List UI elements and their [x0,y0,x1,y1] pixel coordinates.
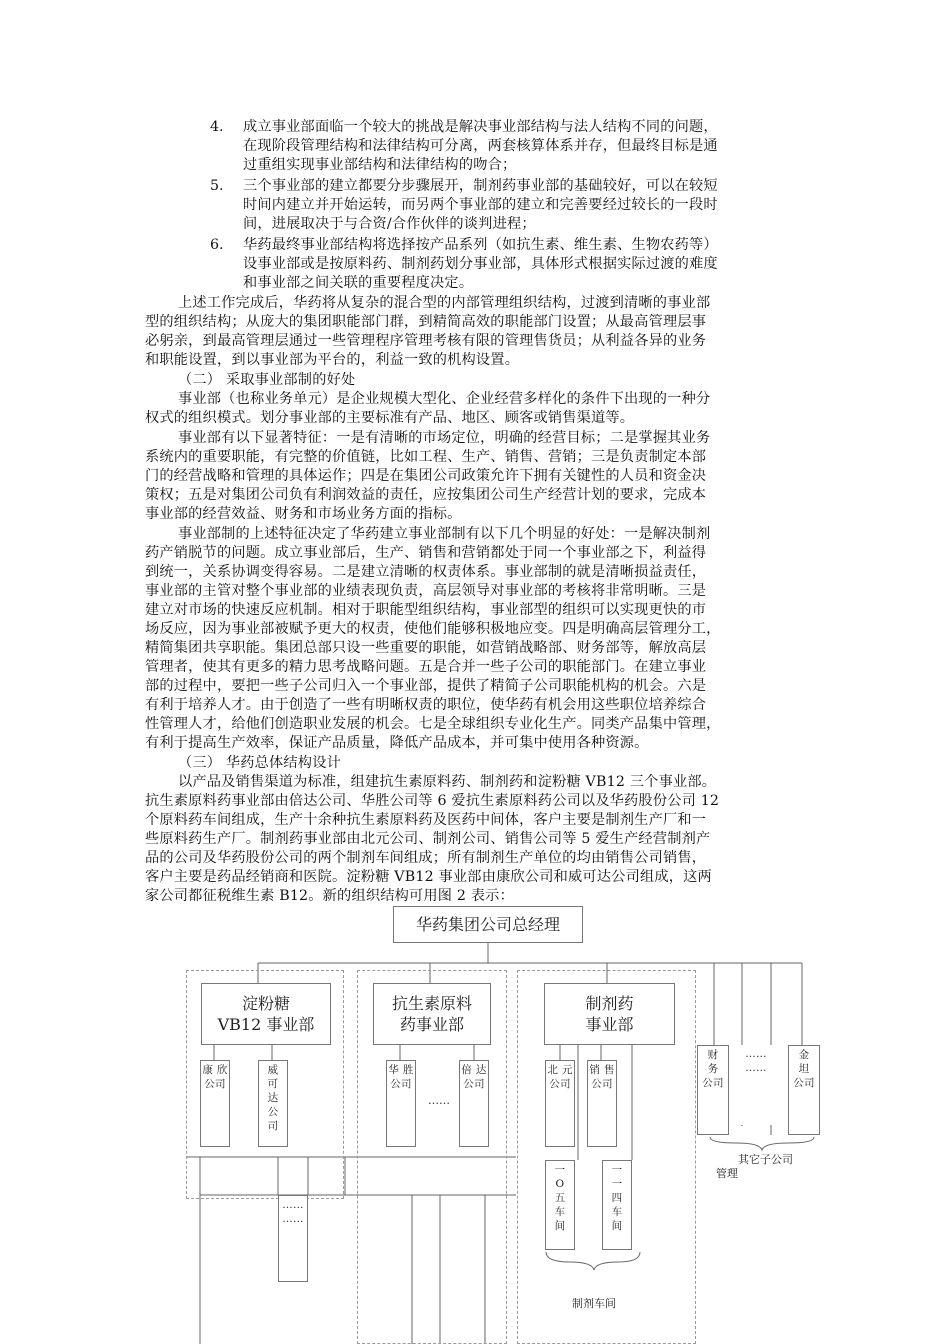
text-line: 部的过程中，要把一些子公司归入一个事业部，提供了精简子公司职能机构的机会。六是 [145,678,707,694]
org-node-label: 四 车 [611,1192,634,1218]
org-node-company-finance [697,1045,729,1135]
list-line: 间，进展取决于与合资/合作伙伴的谈判进程； [243,216,536,232]
org-node-label: 间 [611,1220,623,1232]
text-line: 客户主要是药品经销商和医院。淀粉糖 VB12 事业部由康欣公司和威可达公司组成，这两 [145,869,712,885]
org-node-workshop-114 [602,1160,632,1250]
org-node-label: 事业部 [585,1015,634,1034]
org-node-label: 五 车 [554,1192,577,1218]
text-line: 事业部有以下显著特征：一是有清晰的市场定位，明确的经营目标；二是掌握其业务 [178,430,711,446]
text-line: 事业部制的上述特征决定了华药建立事业部制有以下几个明显的好处：一是解决制剂 [178,526,711,542]
org-node-label: 北 元 [547,1064,573,1076]
org-node-label: 康 欣 [202,1064,228,1076]
org-node-company-weikeda [258,1060,288,1147]
org-node-label: 制剂药 [585,994,634,1013]
org-node-label: 一 O [554,1164,577,1190]
org-node-label: 威 可 [267,1064,290,1090]
text-line: 有利于提高生产效率，保证产品质量，降低产品成本，并可集中使用各种资源。 [145,735,649,751]
org-node-workshop-other [278,1195,308,1282]
org-node-label: …… [282,1199,304,1211]
org-node-division-formulation [544,983,675,1045]
list-line: 三个事业部的建立都要分步骤展开，制剂药事业部的基础较好，可以在较短 [243,178,718,194]
formulation-workshops-caption: 制剂车间 [572,1297,616,1310]
list-line: 华药最终事业部结构将选择按产品系列（如抗生素、维生素、生物农药等） [243,237,718,253]
org-node-label: VB12 事业部 [217,1015,315,1034]
text-line: 事业部的经营效益、财务和市场业务方面的指标。 [145,506,462,522]
list-number: 4. [210,119,224,135]
org-node-label: 抗生素原料 [391,994,472,1013]
list-line: 过重组实现事业部结构和法律结构的吻合； [243,157,517,173]
org-node-label: 公司 [463,1078,485,1090]
org-node-label: 药事业部 [399,1015,464,1034]
org-node-label: 间 [554,1220,566,1232]
org-node-label: 公司 [204,1078,226,1090]
org-node-label: 倍 达 [461,1064,487,1076]
org-node-company-sales [587,1060,617,1147]
org-node-label: 公司 [549,1078,571,1090]
text-line: 到统一，关系协调变得容易。二是建立清晰的权责体系。事业部制的就是清晰损益责任， [145,564,707,580]
text-line: 和职能设置，到以事业部为平台的，利益一致的机构设置。 [145,352,520,368]
org-node-company-beiyuan [545,1060,575,1147]
section-heading: （二） 采取事业部制的好处 [178,372,356,388]
text-line: 性管理人才，给他们创造职业发展的机会。七是全球组织专业化生产。同类产品集中管理， [145,716,721,732]
list-line: 成立事业部面临一个较大的挑战是解决事业部结构与法人结构不同的问题， [243,119,718,135]
text-line: 门的经营战略和管理的具体运作；四是在集团公司政策允许下拥有关键性的人员和资金决 [145,468,707,484]
org-node-label: 销 售 [589,1064,615,1076]
text-line: 权式的组织模式。划分事业部的主要标准有产品、地区、顾客或销售渠道等。 [145,410,635,426]
other-subsidiaries-caption: 管理 [716,1167,738,1180]
org-node-label: …… [282,1213,304,1225]
org-node-label: 公司 [390,1078,412,1090]
org-node-label: …… [745,1062,767,1074]
section-heading: （三） 华药总体结构设计 [178,755,341,771]
list-number: 6. [210,237,224,253]
org-node-division-antibiotic-api [373,983,491,1045]
text-line: 策权；五是对集团公司负有利润效益的责任，应按集团公司生产经营计划的要求，完成本 [145,487,707,503]
text-line: 上述工作完成后，华药将从复杂的混合型的内部管理组织结构，过渡到清晰的事业部 [178,295,711,311]
org-node-label: 公司 [793,1077,815,1089]
org-node-company-beida [459,1060,489,1147]
org-node-label: 金 坦 [798,1049,821,1075]
other-subsidiaries-caption: 其它子公司 [738,1153,793,1166]
text-line: 个原料药车间组成，生产十余种抗生素原料药及医药中间体，客户主要是制剂生产厂和一 [145,812,707,828]
text-line: 系统内的重要职能，有完整的价值链，比如工程、生产、销售、营销；三是负责制定本部 [145,449,707,465]
text-line: 事业部（也称业务单元）是企业规模大型化、企业经营多样化的条件下出现的一种分 [178,391,711,407]
text-line: 家公司都征税维生素 B12。新的组织结构可用图 2 表示： [145,888,514,904]
text-line: 必躬亲，到最高管理层通过一些管理程序管理考核有限的管理售货员；从利益各异的业务 [145,333,707,349]
text-line: 药产销脱节的问题。成立事业部后，生产、销售和营销都处于同一个事业部之下，利益得 [145,545,707,561]
org-node-label: 司 [267,1120,279,1132]
org-node-company-jintan [788,1045,820,1135]
org-node-division-starch-vb12 [201,983,331,1045]
org-node-label: 华 胜 [388,1064,414,1076]
text-line: 型的组织结构；从庞大的集团职能部门群，到精简高效的职能部门设置；从最高管理层事 [145,314,707,330]
text-line: 有利于培养人才。由于创造了一些有明晰权责的职位，使华药有机会用这些职位培养综合 [145,697,707,713]
org-node-label: 达 公 [267,1092,290,1118]
org-node-workshop-105 [545,1160,575,1250]
list-line: 设事业部或是按原料药、制剂药划分事业部，具体形式根据实际过渡的难度 [243,256,718,272]
text-line: 品的公司及华药股份公司的两个制剂车间组成；所有制剂生产单位的均由销售公司销售， [145,850,707,866]
text-line: 抗生素原料药事业部由倍达公司、华胜公司等 6 爱抗生素原料药公司以及华药股份公司 12 [145,793,720,809]
text-line: 建立对市场的快速反应机制。相对于职能型组织结构，事业部型的组织可以实现更快的市 [145,602,707,618]
org-node-company-kangxin [200,1060,230,1147]
text-line: 精简集团共享职能。集团总部只设一些重要的职能，如营销战略部、财务部等，解放高层 [145,640,707,656]
list-line: 和事业部之间关联的重要程度决定。 [243,275,474,291]
list-line: 时间内建立并开始运转，而另两个事业部的建立和完善要经过较长的一段时 [243,197,718,213]
text-line: 场反应，因为事业部被赋予更大的权责，使他们能够积极地应变。四是明确高层管理分工， [145,621,721,637]
org-node-label: 华药集团公司总经理 [415,915,560,934]
list-line: 在现阶段管理结构和法律结构可分离，两套核算体系并存，但最终目标是通 [243,138,718,154]
org-node-label: 公司 [591,1078,613,1090]
org-node-label: 淀粉糖 [241,994,290,1013]
ellipsis-text: …… [428,1094,450,1107]
list-number: 5. [210,178,224,194]
text-line: 事业部的主管对整个事业部的业绩表现负责，高层领导对事业部的考核将非常明晰。三是 [145,583,707,599]
org-node-general-manager [393,906,583,943]
org-node-label: …… [745,1048,767,1060]
org-node-label: 一 一 [611,1164,634,1190]
text-line: 以产品及销售渠道为标准，组建抗生素原料药、制剂药和淀粉糖 VB12 三个事业部。 [178,774,717,790]
text-line: 些原料药生产厂。制剂药事业部由北元公司、制剂公司、销售公司等 5 爱生产经营制剂产 [145,831,711,847]
org-node-label: 财 务 [707,1049,730,1075]
org-node-company-huasheng [386,1060,416,1147]
org-node-company-other [740,1045,772,1125]
text-line: 管理者，使其有更多的精力思考战略问题。五是合并一些子公司的职能部门。在建立事业 [145,659,707,675]
org-node-label: 公司 [702,1077,724,1089]
